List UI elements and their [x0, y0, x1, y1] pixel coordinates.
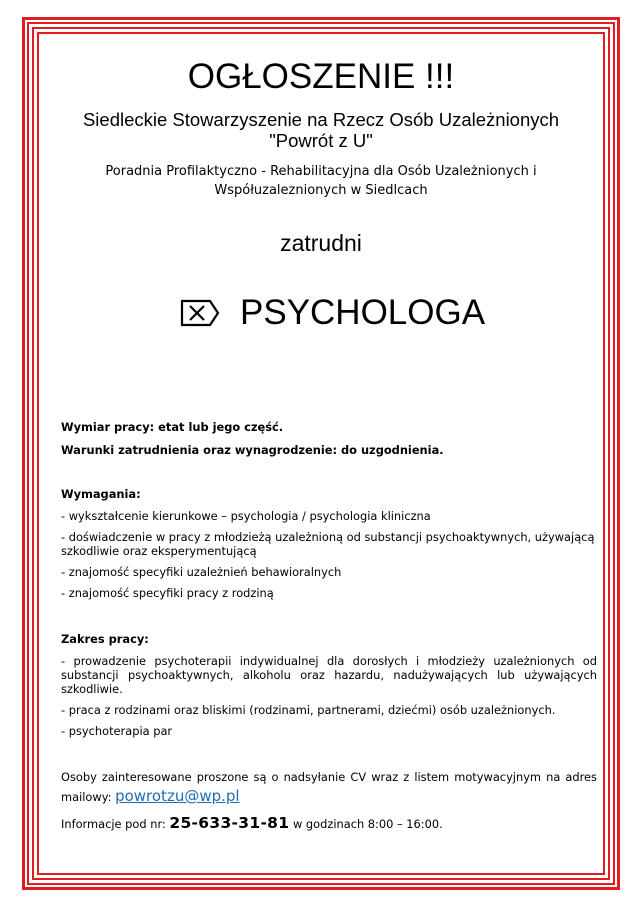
- list-item: - prowadzenie psychoterapii indywidualnej dla dorosłych i młodzieży uzależnionych od substancji psychoaktywnych, alkoholu oraz hazardu, nadużywających lub używających szkodliwie.: [61, 654, 597, 696]
- email-link[interactable]: powrotzu@wp.pl: [115, 787, 240, 805]
- list-item: - doświadczenie w pracy z młodzieżą uzależnioną od substancji psychoaktywnych, używającą szkodliwie oraz eksperymentującą: [61, 530, 595, 558]
- list-item: - znajomość specyfiki pracy z rodziną: [61, 586, 274, 600]
- announcement-body: [61, 420, 597, 834]
- office-hours: w godzinach 8:00 – 16:00.: [292, 817, 443, 831]
- cv-instructions: Osoby zainteresowane proszone są o nadsyłanie CV wraz z listem motywacyjnym na adres mailowy:: [61, 770, 597, 804]
- list-item: - praca z rodzinami oraz bliskimi (rodzinami, partnerami, dziećmi) osób uzależnionych.: [61, 703, 556, 717]
- list-item: - znajomość specyfiki uzależnień behawioralnych: [61, 565, 342, 579]
- list-item: - psychoterapia par: [61, 724, 173, 738]
- hires-text: zatrudni: [280, 230, 362, 256]
- clinic-name-line1: Poradnia Profilaktyczno - Rehabilitacyjna dla Osób Uzależnionych i: [105, 164, 537, 179]
- info-prefix: Informacje pod nr:: [61, 817, 166, 831]
- checkbox-x-icon: [180, 299, 220, 327]
- list-item: - wykształcenie kierunkowe – psychologia / psychologia kliniczna: [61, 509, 431, 523]
- position-title: [180, 290, 485, 336]
- scope-heading: Zakres pracy:: [61, 632, 149, 646]
- position-name: PSYCHOLOGA: [240, 293, 486, 332]
- contact-text: [61, 768, 597, 807]
- clinic-name: [40, 162, 602, 200]
- announcement-title: OGŁOSZENIE !!!: [187, 57, 455, 96]
- organization-name: [40, 109, 602, 151]
- employment-conditions: Warunki zatrudnienia oraz wynagrodzenie: do uzgodnienia.: [61, 443, 444, 457]
- clinic-name-line2: Współuzaleznionych w Siedlcach: [214, 183, 428, 198]
- organization-name-line1: Siedleckie Stowarzyszenie na Rzecz Osób Uzależnionych: [82, 109, 560, 130]
- working-time: Wymiar pracy: etat lub jego część.: [61, 420, 284, 434]
- phone-info: [61, 814, 597, 834]
- phone-number: 25-633-31-81: [169, 814, 290, 832]
- requirements-heading: Wymagania:: [61, 487, 141, 501]
- organization-name-line2: "Powrót z U": [269, 130, 373, 151]
